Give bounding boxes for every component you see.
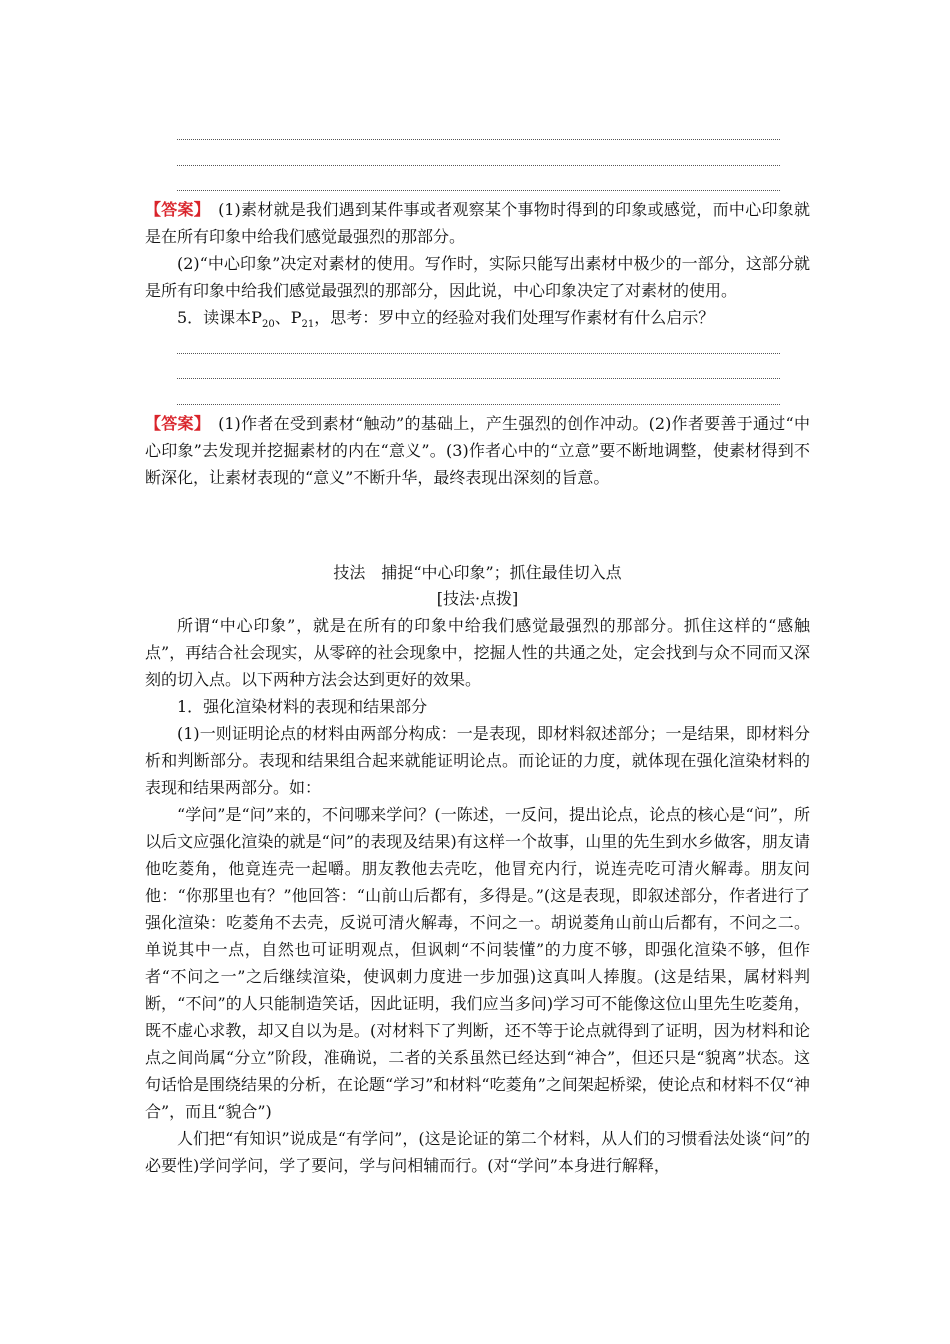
example-paragraph: “学问”是“问”来的，不问哪来学问？(一陈述，一反问，提出论点，论点的核心是“问”，所以后文应强化渲染的就是“问”的表现及结果)有这样一个故事，山里的先生到水乡做客，朋友请他吃菱角，他竟连壳一起嚼。朋友教他去壳吃，他冒充内行，说连壳吃可清火解毒。朋友问他：“你那里也有？”他回答：“山前山后都有，多得是。”(这是表现，即叙述部分，作者进行了强化渲染：吃菱角不去壳，反说可清火解毒，不问之一。胡说菱角山前山后都有，不问之二。单说其中一点，自然也可证明观点，但讽刺“不问装懂”的力度不够，即强化渲染不够，但作者“不问之一”之后继续渲染，使讽刺力度进一步加强)这真叫人捧腹。(这是结果，属材料判断，“不问”的人只能制造笑话，因此证明，我们应当多问)学习可不能像这位山里先生吃菱角，既不虚心求教，却又自以为是。(对材料下了判断，还不等于论点就得到了证明，因为材料和论点之间尚属“分立”阶段，准确说，二者的关系虽然已经达到“神合”，但还只是“貌离”状态。这句话恰是围绕结果的分析，在论题“学习”和材料“吃菱角”之间架起桥梁，使论点和材料不仅“神合”，而且“貌合”) — [145, 805, 810, 1121]
answer-blank-line — [177, 404, 780, 405]
section-technique — [145, 560, 810, 1179]
answer-paragraph: (2)“中心印象”决定对素材的使用。写作时，实际只能写出素材中极少的一部分，这部分就是所有印象中给我们感觉最强烈的那部分，因此说，中心印象决定了对素材的使用。 — [145, 254, 810, 300]
question-5: 5．读课本$P_{20}$、$P_{21}$，思考：罗中立的经验对我们处理写作素材有什么启示？ — [177, 308, 715, 331]
answer-label: 【答案】 — [145, 200, 211, 219]
item-paragraph: (1)一则证明论点的材料由两部分构成：一是表现，即材料叙述部分；一是结果，即材料分析和判断部分。表现和结果组合起来就能证明论点。而论证的力度，就体现在强化渲染材料的表现和结果两部分。如： — [145, 724, 810, 797]
item-heading: 1．强化渲染材料的表现和结果部分 — [177, 697, 428, 716]
answer-block-2 — [145, 410, 810, 491]
answer-blank-line — [177, 190, 780, 191]
answer-label: 【答案】 — [145, 414, 211, 433]
answer-blank-line — [177, 378, 780, 379]
section-title: 技法 捕捉“中心印象”；抓住最佳切入点 — [333, 563, 622, 582]
answer-paragraph: 【答案】 (1)素材就是我们遇到某件事或者观察某个事物时得到的印象或感觉，而中心印象就是在所有印象中给我们感觉最强烈的那部分。 — [145, 200, 810, 246]
section-intro: 所谓“中心印象”，就是在所有的印象中给我们感觉最强烈的那部分。抓住这样的“感触点”，再结合社会现实，从零碎的社会现象中，挖掘人性的共通之处，定会找到与众不同而又深刻的切入点。以下两种方法会达到更好的效果。 — [145, 616, 810, 689]
example-paragraph: 人们把“有知识”说成是“有学问”，(这是论证的第二个材料，从人们的习惯看法处谈“问”的必要性)学问学问，学了要问，学与问相辅而行。(对“学问”本身进行解释， — [145, 1129, 810, 1175]
answer-blank-line — [177, 353, 780, 354]
answer-paragraph: 【答案】 (1)作者在受到素材“触动”的基础上，产生强烈的创作冲动。(2)作者要善于通过“中心印象”去发现并挖掘素材的内在“意义”。(3)作者心中的“立意”要不断地调整，使素材得到不断深化，让素材表现的“意义”不断升华，最终表现出深刻的旨意。 — [145, 414, 810, 487]
answer-block-1 — [145, 196, 810, 338]
answer-blank-line — [177, 165, 780, 166]
section-subtitle: [技法·点拨] — [436, 589, 519, 608]
answer-blank-line — [177, 139, 780, 140]
